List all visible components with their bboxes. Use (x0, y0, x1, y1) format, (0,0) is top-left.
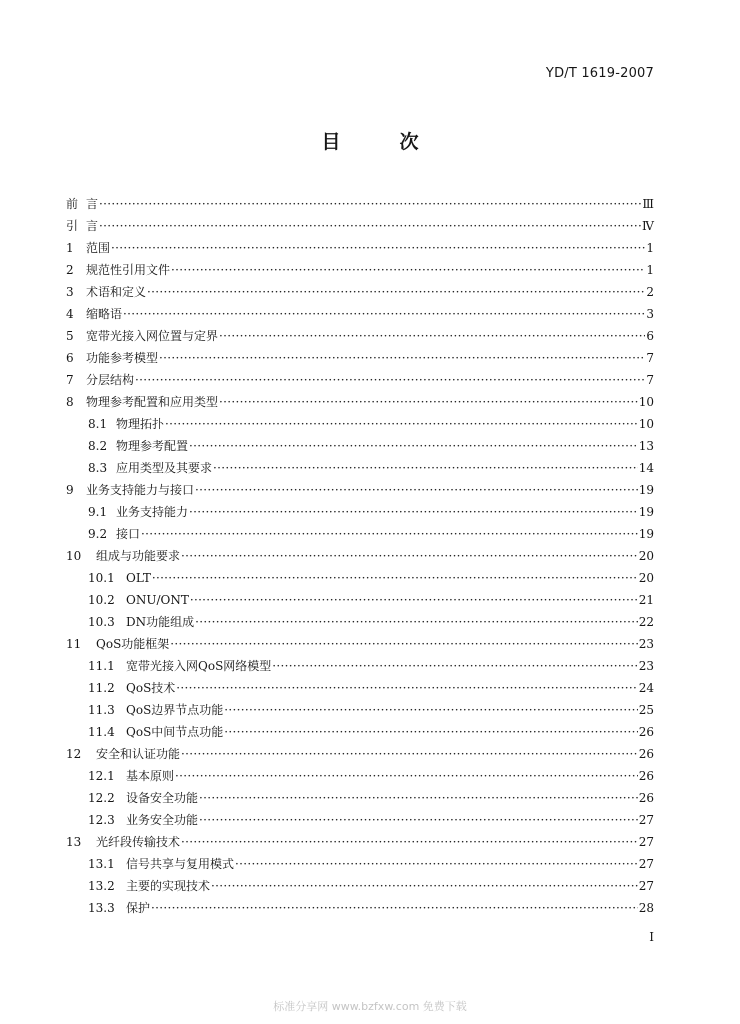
toc-entry-page: 21 (638, 593, 654, 607)
toc-entry[interactable] (66, 519, 654, 541)
toc-entry-heading (66, 549, 180, 563)
toc-entry-heading (66, 351, 158, 365)
toc-entry-number: 10.3 (88, 615, 115, 629)
dot-leader (189, 505, 638, 519)
toc-entry-number: 10 (66, 549, 82, 563)
toc-title: 目 次 (321, 131, 439, 153)
dot-leader (235, 857, 638, 871)
toc-entry-number: 11.3 (88, 703, 115, 717)
toc-entry[interactable] (66, 497, 654, 519)
dot-leader (176, 681, 637, 695)
toc-entry-page: 19 (638, 527, 654, 541)
dot-leader (165, 417, 638, 431)
dot-leader (213, 461, 638, 475)
toc-entry[interactable] (66, 673, 654, 695)
toc-entry-heading (66, 219, 98, 233)
toc-entry-heading (66, 527, 140, 541)
toc-entry-number: 3 (66, 285, 74, 299)
toc-entry-heading (66, 901, 150, 915)
toc-entry-label: OLT (126, 571, 151, 585)
toc-entry-number: 4 (66, 307, 74, 321)
toc-entry-number: 13.2 (88, 879, 115, 893)
dot-leader (272, 659, 637, 673)
toc-entry-heading (66, 483, 194, 497)
toc-entry-number: 8.1 (88, 417, 108, 431)
dot-leader (195, 615, 638, 629)
toc-entry[interactable] (66, 827, 654, 849)
toc-entry-label: 接口 (116, 527, 141, 541)
dot-leader (199, 791, 638, 805)
dot-leader (224, 703, 637, 717)
toc-entry-label: 业务支持能力与接口 (86, 483, 195, 497)
toc-entry[interactable] (66, 761, 654, 783)
toc-entry-heading (66, 593, 189, 607)
toc-entry-page: 13 (638, 439, 654, 453)
toc-entry-number: 2 (66, 263, 74, 277)
toc-entry-label: 术语和定义 (86, 285, 147, 299)
toc-entry-label: 信号共享与复用模式 (126, 857, 235, 871)
toc-entry[interactable] (66, 409, 654, 431)
dot-leader (195, 483, 638, 497)
toc-entry-number: 12.2 (88, 791, 115, 805)
toc-entry-number: 8 (66, 395, 74, 409)
toc-entry-page: 10 (638, 417, 654, 431)
toc-entry-number: 13.3 (88, 901, 115, 915)
toc-entry-heading (66, 461, 212, 475)
toc-entry[interactable] (66, 365, 654, 387)
toc-entry-page: Ⅳ (642, 219, 654, 233)
toc-entry-label: 安全和认证功能 (96, 747, 181, 761)
toc-entry-label: 设备安全功能 (126, 791, 199, 805)
toc-entry-number: 8.2 (88, 439, 108, 453)
toc-entry-number: 6 (66, 351, 74, 365)
toc-entry-page: 1 (646, 241, 654, 255)
dot-leader (135, 373, 645, 387)
toc-entry-label: 范围 (86, 241, 111, 255)
toc-entry[interactable] (66, 475, 654, 497)
toc-entry-number: 11.2 (88, 681, 115, 695)
toc-entry-heading (66, 637, 169, 651)
toc-entry-page: 26 (638, 747, 654, 761)
toc-entry[interactable] (66, 607, 654, 629)
toc-entry-label: 物理参考配置和应用类型 (86, 395, 219, 409)
toc-entry[interactable] (66, 717, 654, 739)
toc-entry-number: 9.1 (88, 505, 108, 519)
dot-leader (151, 901, 638, 915)
toc-entry-page: 19 (638, 483, 654, 497)
toc-entry-label: 言 (86, 197, 99, 211)
dot-leader (111, 241, 645, 255)
toc-entry-number: 引 (66, 219, 79, 233)
toc-entry[interactable] (66, 783, 654, 805)
footer-watermark: 标准分享网 www.bzfxw.com 免费下载 (273, 1000, 467, 1013)
document-code: YD/T 1619-2007 (545, 66, 654, 81)
toc-entry-number: 11.4 (88, 725, 115, 739)
toc-entry[interactable] (66, 387, 654, 409)
dot-leader (189, 439, 638, 453)
toc-entry-heading (66, 747, 180, 761)
toc-entry-number: 11.1 (88, 659, 115, 673)
toc-entry-label: 物理拓扑 (116, 417, 165, 431)
toc-entry-page: 20 (638, 549, 654, 563)
toc-entry[interactable] (66, 431, 654, 453)
toc-entry-page: 26 (638, 791, 654, 805)
toc-entry-number: 13.1 (88, 857, 115, 871)
toc-entry[interactable] (66, 453, 654, 475)
toc-entry-label: 光纤段传输技术 (96, 835, 181, 849)
toc-entry-label: DN功能组成 (126, 615, 195, 629)
toc-entry[interactable] (66, 541, 654, 563)
dot-leader (181, 747, 638, 761)
dot-leader (141, 527, 638, 541)
dot-leader (147, 285, 645, 299)
toc-entry[interactable] (66, 189, 654, 211)
toc-entry-label: 分层结构 (86, 373, 135, 387)
toc-entry-heading (66, 681, 175, 695)
toc-entry-heading (66, 241, 110, 255)
toc-entry-label: 物理参考配置 (116, 439, 189, 453)
toc-entry-page: 10 (638, 395, 654, 409)
toc-entry-heading (66, 703, 223, 717)
dot-leader (224, 725, 637, 739)
toc-entry-heading (66, 879, 210, 893)
toc-entry-page: 2 (646, 285, 654, 299)
toc-entry-page: 1 (646, 263, 654, 277)
dot-leader (190, 593, 638, 607)
toc-entry[interactable] (66, 871, 654, 893)
toc-entry-page: Ⅲ (642, 197, 654, 211)
toc-entry-number: 1 (66, 241, 74, 255)
toc-entry-heading (66, 725, 223, 739)
page-number: I (649, 930, 654, 944)
toc-entry-number: 10.2 (88, 593, 115, 607)
toc-entry-page: 27 (638, 857, 654, 871)
toc-entry-heading (66, 307, 122, 321)
toc-entry-label: QoS技术 (126, 681, 176, 695)
dot-leader (123, 307, 645, 321)
toc-entry[interactable] (66, 849, 654, 871)
toc-entry-heading (66, 373, 134, 387)
toc-entry-heading (66, 439, 188, 453)
dot-leader (175, 769, 638, 783)
toc-entry-page: 7 (646, 351, 654, 365)
toc-entry[interactable] (66, 277, 654, 299)
toc-entry-number: 13 (66, 835, 82, 849)
toc-entry-label: 缩略语 (86, 307, 123, 321)
toc-entry[interactable] (66, 805, 654, 827)
dot-leader (219, 329, 645, 343)
toc-entry[interactable] (66, 255, 654, 277)
toc-entry-number: 8.3 (88, 461, 108, 475)
toc-entry-page: 23 (638, 637, 654, 651)
toc-entry-label: 言 (86, 219, 99, 233)
toc-entry-label: 保护 (126, 901, 151, 915)
toc-entry[interactable] (66, 651, 654, 673)
toc-entry-heading (66, 857, 234, 871)
toc-entry-page: 20 (638, 571, 654, 585)
toc-entry-number: 前 (66, 197, 79, 211)
toc-entry-heading (66, 263, 170, 277)
toc-entry-page: 27 (638, 835, 654, 849)
toc-entry-number: 9.2 (88, 527, 108, 541)
toc-entry-heading (66, 659, 271, 673)
table-of-contents (66, 189, 654, 915)
toc-entry-number: 12.1 (88, 769, 115, 783)
toc-entry-number: 12.3 (88, 813, 115, 827)
toc-entry-page: 28 (638, 901, 654, 915)
toc-entry-label: 业务支持能力 (116, 505, 189, 519)
toc-entry-label: QoS功能框架 (96, 637, 170, 651)
toc-entry-page: 25 (638, 703, 654, 717)
toc-entry-label: 功能参考模型 (86, 351, 159, 365)
toc-entry-number: 7 (66, 373, 74, 387)
toc-entry[interactable] (66, 563, 654, 585)
toc-entry-label: 规范性引用文件 (86, 263, 171, 277)
toc-entry-heading (66, 285, 146, 299)
toc-entry-page: 27 (638, 813, 654, 827)
toc-entry-heading (66, 505, 188, 519)
toc-entry-heading (66, 835, 180, 849)
dot-leader (99, 219, 641, 233)
dot-leader (181, 835, 638, 849)
toc-entry-heading (66, 813, 198, 827)
toc-entry-page: 22 (638, 615, 654, 629)
dot-leader (199, 813, 638, 827)
toc-entry-page: 27 (638, 879, 654, 893)
toc-entry[interactable] (66, 343, 654, 365)
toc-entry-heading (66, 329, 218, 343)
toc-entry-number: 12 (66, 747, 82, 761)
toc-entry-page: 3 (646, 307, 654, 321)
dot-leader (181, 549, 638, 563)
toc-entry-page: 19 (638, 505, 654, 519)
toc-entry-label: 组成与功能要求 (96, 549, 181, 563)
toc-entry[interactable] (66, 211, 654, 233)
toc-entry-heading (66, 395, 218, 409)
toc-entry-label: 业务安全功能 (126, 813, 199, 827)
toc-entry[interactable] (66, 585, 654, 607)
toc-entry[interactable] (66, 321, 654, 343)
toc-entry-number: 5 (66, 329, 74, 343)
toc-entry-label: QoS边界节点功能 (126, 703, 224, 717)
toc-entry[interactable] (66, 299, 654, 321)
toc-entry-heading (66, 571, 151, 585)
toc-entry-label: 主要的实现技术 (126, 879, 211, 893)
toc-entry-label: ONU/ONT (126, 593, 189, 607)
toc-entry-number: 11 (66, 637, 82, 651)
toc-entry[interactable] (66, 893, 654, 915)
toc-entry-page: 26 (638, 725, 654, 739)
toc-entry-page: 14 (638, 461, 654, 475)
toc-entry-page: 26 (638, 769, 654, 783)
toc-entry[interactable] (66, 629, 654, 651)
toc-entry-heading (66, 791, 198, 805)
toc-entry-label: 基本原则 (126, 769, 175, 783)
toc-entry-label: 宽带光接入网位置与定界 (86, 329, 219, 343)
toc-entry-label: 宽带光接入网QoS网络模型 (126, 659, 272, 673)
toc-entry-heading (66, 197, 98, 211)
toc-entry-page: 24 (638, 681, 654, 695)
toc-entry[interactable] (66, 233, 654, 255)
dot-leader (219, 395, 638, 409)
dot-leader (211, 879, 638, 893)
dot-leader (171, 263, 645, 277)
dot-leader (159, 351, 645, 365)
toc-entry-page: 7 (646, 373, 654, 387)
toc-entry-heading (66, 769, 174, 783)
dot-leader (152, 571, 638, 585)
dot-leader (99, 197, 641, 211)
toc-entry-page: 23 (638, 659, 654, 673)
toc-entry-number: 10.1 (88, 571, 115, 585)
toc-entry-heading (66, 615, 194, 629)
toc-entry[interactable] (66, 739, 654, 761)
toc-entry-heading (66, 417, 164, 431)
toc-entry-label: QoS中间节点功能 (126, 725, 224, 739)
toc-entry-page: 6 (646, 329, 654, 343)
toc-entry-label: 应用类型及其要求 (116, 461, 213, 475)
toc-entry[interactable] (66, 695, 654, 717)
dot-leader (170, 637, 637, 651)
toc-entry-number: 9 (66, 483, 74, 497)
